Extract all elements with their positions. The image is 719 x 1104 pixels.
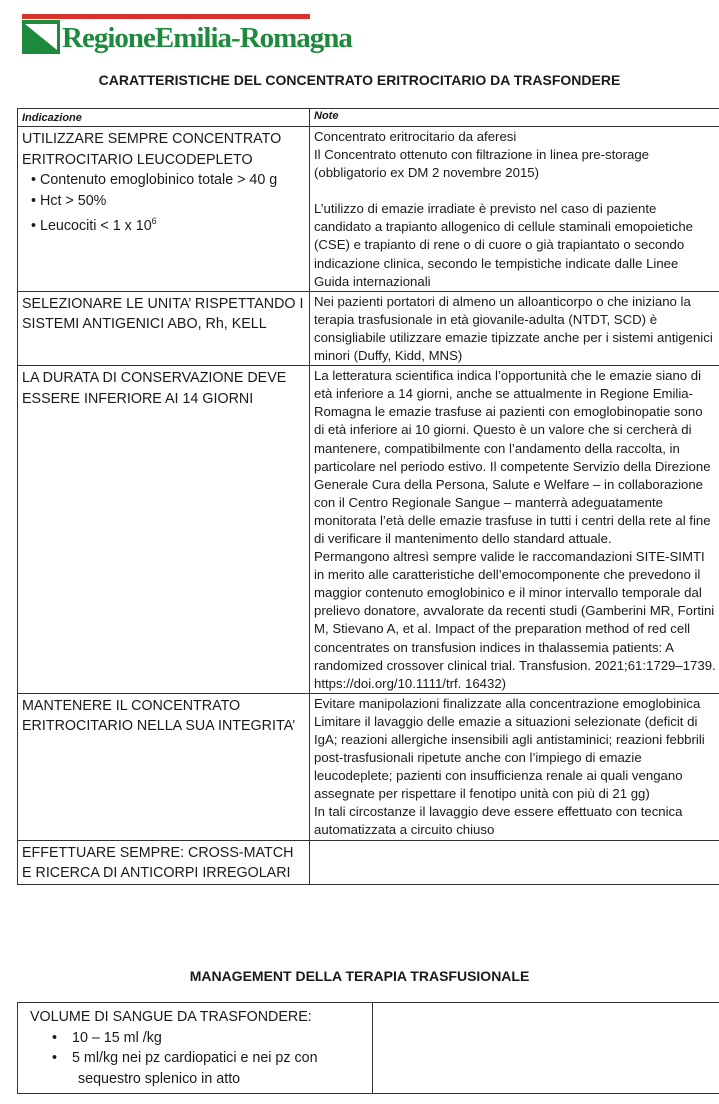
note-paragraph: Nei pazienti portatori di almeno un alloanticorpo o che iniziano la terapia trasfusionale in età giovanile-adulta (NTDT, SCD) è consigliabile utilizzare emazie tipizzate anche per i sistemi antigenici minori (Duffy, Kidd, MNS) — [310, 291, 719, 365]
note-paragraph: Concentrato eritrocitario da aferesi — [314, 129, 517, 144]
characteristics-table — [17, 108, 719, 885]
list-item: • Contenuto emoglobinico totale > 40 g — [42, 170, 305, 191]
list-item: • 10 – 15 ml /kg — [78, 1028, 360, 1049]
logo-flag-icon — [22, 20, 60, 54]
indication-text: MANTENERE IL CONCENTRATO ERITROCITARIO NELLA SUA INTEGRITA’ — [18, 693, 310, 840]
table-row — [18, 291, 719, 365]
section1-title: CARATTERISTICHE DEL CONCENTRATO ERITROCITARIO DA TRASFONDERE — [98, 72, 621, 88]
management-table — [17, 1002, 719, 1094]
volume-bullets — [30, 1028, 360, 1090]
header-indication: Indicazione — [18, 109, 310, 127]
leuco-text: Leucociti < 1 x 10 — [40, 217, 152, 234]
note-paragraph: Limitare il lavaggio delle emazie a situazioni selezionate (deficit di IgA; reazioni allergiche insensibili agli antistaminici; reazioni febbrili post-trasfusionali ripetute anche con l’impiego di emazie leucodeplete; pazienti con insufficienza renale ai quali vengano assegnate per rispettare il fenotipo unità con più di 21 gg) — [314, 713, 705, 802]
indication-bullets — [22, 170, 305, 236]
table-header-row — [18, 109, 719, 127]
leuco-exponent: 6 — [151, 216, 157, 226]
list-item: • Hct > 50% — [42, 191, 305, 212]
region-logo — [22, 14, 352, 58]
table-row — [18, 127, 719, 292]
table-row — [18, 1003, 719, 1094]
indication-text: UTILIZZARE SEMPRE CONCENTRATO ERITROCITARIO LEUCODEPLETO — [22, 131, 282, 168]
note-paragraph: L’utilizzo di emazie irradiate è previsto nel caso di paziente candidato a trapianto allogenico di cellule staminali emopoietiche (CSE) e trapianto di rene o di cuore o già trapiantato o secondo indicazione clinica, secondo le tempistiche indicate dalle Linee Guida internazionali — [314, 201, 694, 289]
table-row — [18, 840, 719, 884]
list-item — [42, 211, 305, 236]
list-item: • 5 ml/kg nei pz cardiopatici e nei pz con sequestro splenico in atto — [78, 1048, 360, 1089]
indication-text: EFFETTUARE SEMPRE: CROSS-MATCH E RICERCA DI ANTICORPI IRREGOLARI — [18, 840, 310, 884]
logo-red-bar — [22, 14, 310, 19]
note-paragraph: La letteratura scientifica indica l’opportunità che le emazie siano di età inferiore a 14 giorni, anche se attualmente in Regione Emilia-Romagna le emazie trasfuse ai pazienti con emoglobinopatie sono di età inferiore ai 10 giorni. Questo è un valore che si cercherà di mantenere, compatibilmente con l’andamento della raccolta, in particolare nel periodo estivo. Il competente Servizio della Direzione Generale Cura della Persona, Salute e Welfare – in collaborazione con il Centro Regionale Sangue – manterrà adeguatamente monitorata l’età delle emazie trasfuse in tutti i centri della rete al fine di verificare il mantenimento dello standard attuale. — [314, 368, 711, 546]
volume-label: VOLUME DI SANGUE DA TRASFONDERE: — [30, 1009, 312, 1025]
section2-title: MANAGEMENT DELLA TERAPIA TRASFUSIONALE — [189, 968, 530, 984]
note-paragraph: Il Concentrato ottenuto con filtrazione in linea pre-storage (obbligatorio ex DM 2 novembre 2015) — [314, 147, 650, 181]
note-paragraph: In tali circostanze il lavaggio deve essere effettuato con tecnica automatizzata a circuito chiuso — [314, 804, 683, 838]
note-paragraph: Evitare manipolazioni finalizzate alla concentrazione emoglobinica — [314, 695, 701, 711]
note-empty — [310, 840, 719, 884]
note-paragraph: Permangono altresì sempre valide le raccomandazioni SITE-SIMTI in merito alle caratteristiche dell’emocomponente che prevedono il maggior contenuto emoglobinico e il minor intervallo temporale dal prelievo donatore, avvalorate da recenti studi (Gamberini MR, Fortini M, Stievano A, et al. Impact of the preparation method of red cell concentrates on transfusion indices in thalassemia patients: A randomized crossover clinical trial. Transfusion. 2021;61:1729–1739. https://doi.org/10.1111/trf. 16432) — [314, 549, 716, 691]
table-row — [18, 693, 719, 840]
indication-text: SELEZIONARE LE UNITA’ RISPETTANDO I SISTEMI ANTIGENICI ABO, Rh, KELL — [18, 291, 310, 365]
header-notes: Note — [310, 109, 719, 127]
logo-wordmark: RegioneEmilia-Romagna — [62, 22, 352, 54]
empty-cell — [373, 1003, 719, 1094]
table-row — [18, 366, 719, 694]
indication-text: LA DURATA DI CONSERVAZIONE DEVE ESSERE INFERIORE AI 14 GIORNI — [18, 366, 310, 694]
